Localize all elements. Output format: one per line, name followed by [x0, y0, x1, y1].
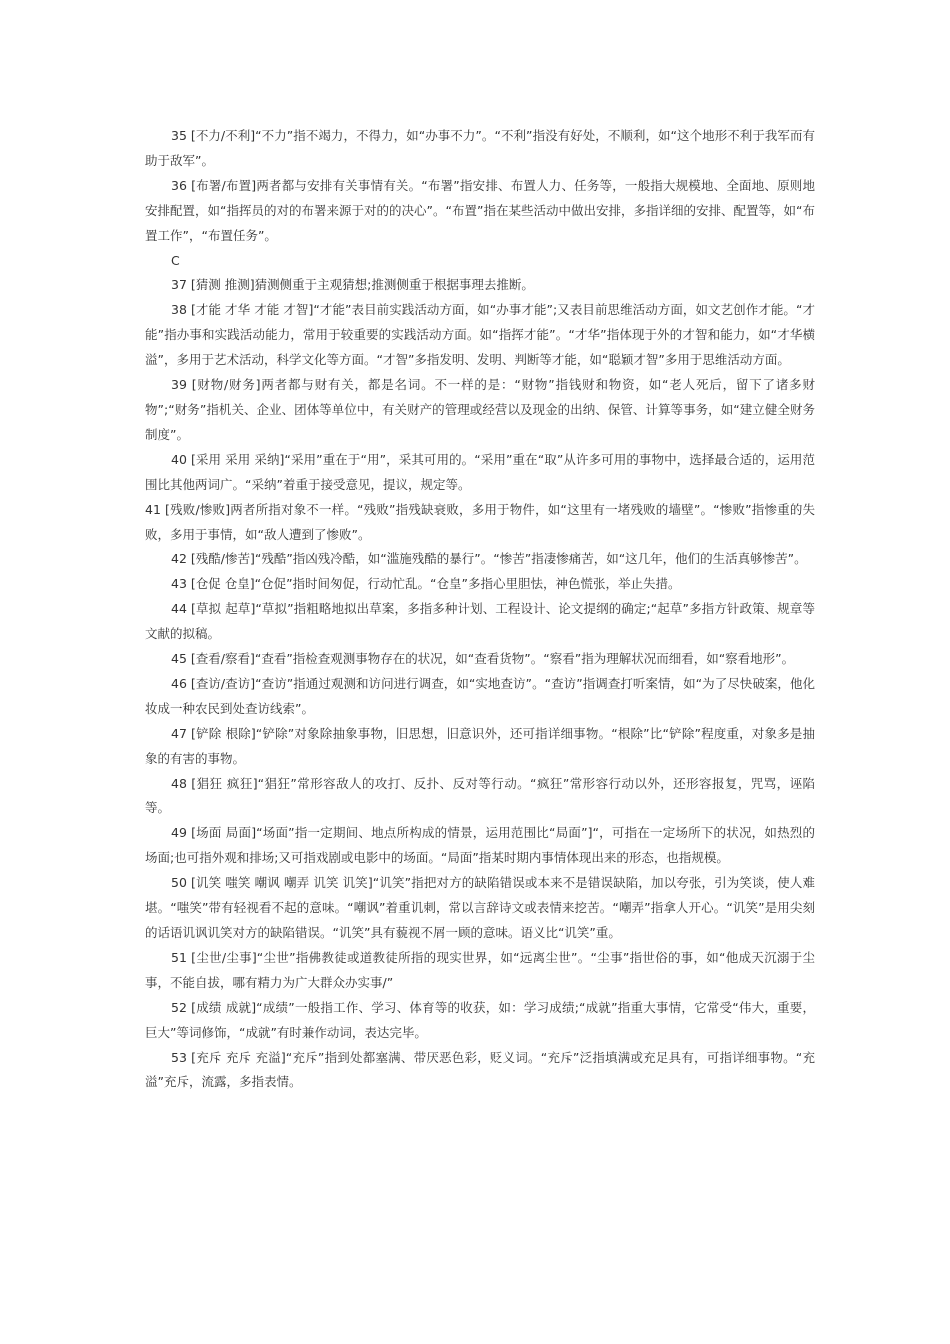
paragraph-46: 46 [查访/查访]“查访”指通过观测和访问进行调查，如“实地查访”。“查访”指调查打听案情，如“为了尽快破案，他化妆成一种农民到处查访线索”。	[145, 675, 815, 716]
document-body	[145, 124, 815, 1095]
paragraph-47: 47 [铲除 根除]“铲除”对象除抽象事物，旧思想，旧意识外，还可指详细事物。“根除”比“铲除”程度重，对象多是抽象的有害的事物。	[145, 725, 815, 766]
paragraph-53: 53 [充斥 充斥 充溢]“充斥”指到处都塞满、带厌恶色彩，贬义词。“充斥”泛指填满或充足具有，可指详细事物。“充溢”充斥，流露，多指表情。	[145, 1049, 815, 1090]
paragraph-51: 51 [尘世/尘事]“尘世”指佛教徒或道教徒所指的现实世界，如“远离尘世”。“尘事”指世俗的事，如“他成天沉溺于尘事，不能自拔，哪有精力为广大群众办实事/”	[145, 949, 815, 990]
paragraph-36: 36 [布署/布置]两者都与安排有关事情有关。“布署”指安排、布置人力、任务等，一般指大规模地、全面地、原则地安排配置，如“指挥员的对的布署来源于对的的决心”。“布置”指在某些活动中做出安排，多指详细的安排、配置等，如“布置工作”，“布置任务”。	[145, 177, 815, 243]
paragraph-50: 50 [讥笑 嗤笑 嘲讽 嘲弄 讥笑 讥笑]“讥笑”指把对方的缺陷错误或本来不是错误缺陷，加以夸张，引为笑谈，使人难堪。“嗤笑”带有轻视看不起的意味。“嘲讽”着重讥刺，常以言辞诗文或表情来挖苦。“嘲弄”指拿人开心。“讥笑”是用尖刻的话语讥讽讥笑对方的缺陷错误。“讥笑”具有藐视不屑一顾的意味。语义比“讥笑”重。	[145, 875, 815, 940]
paragraph-52: 52 [成绩 成就]“成绩”一般指工作、学习、体育等的收获，如：学习成绩;“成就”指重大事情，它常受“伟大，重要，巨大”等词修饰，“成就”有时兼作动词，表达完毕。	[145, 999, 815, 1040]
paragraph-43: 43 [仓促 仓皇]“仓促”指时间匆促，行动忙乱。“仓皇”多指心里胆怯，神色慌张，举止失措。	[171, 576, 681, 592]
paragraph-37: 37 [猜测 推测]猜测侧重于主观猜想;推测侧重于根据事理去推断。	[171, 277, 534, 293]
paragraph-40: 40 [采用 采用 采纳]“采用”重在于“用”，采其可用的。“采用”重在“取”从许多可用的事物中，选择最合适的，运用范围比其他两词广。“采纳”着重于接受意见，提议，规定等。	[145, 451, 815, 492]
paragraph-44: 44 [草拟 起草]“草拟”指粗略地拟出草案，多指多种计划、工程设计、论文提纲的确定;“起草”多指方针政策、规章等文献的拟稿。	[145, 601, 815, 642]
section-letter-c: C	[171, 252, 180, 268]
paragraph-35: 35 [不力/不利]“不力”指不竭力，不得力，如“办事不力”。“不利”指没有好处，不顺利，如“这个地形不利于我军而有助于敌军”。	[145, 128, 815, 168]
paragraph-45: 45 [查看/察看]“查看”指检查观测事物存在的状况，如“查看货物”。“察看”指为理解状况而细看，如“察看地形”。	[171, 651, 795, 667]
paragraph-41: 41 [残败/惨败]两者所指对象不一样。“残败”指残缺衰败，多用于物件，如“这里有一堵残败的墙壁”。“惨败”指惨重的失败，多用于事情，如“敌人遭到了惨败”。	[145, 501, 815, 542]
paragraph-39: 39 [财物/财务]两者都与财有关，都是名词。不一样的是：“财物”指钱财和物资，如“老人死后，留下了诸多财物”;“财务”指机关、企业、团体等单位中，有关财产的管理或经营以及现金的出纳、保管、计算等事务，如“建立健全财务制度”。	[145, 377, 815, 442]
paragraph-38: 38 [才能 才华 才能 才智]“才能”表目前实践活动方面，如“办事才能”;又表目前思维活动方面，如文艺创作才能。“才能”指办事和实践活动能力，常用于较重要的实践活动方面。如“指挥才能”。“才华”指体现于外的才智和能力，如“才华横溢”，多用于艺术活动，科学文化等方面。“才智”多指发明、发明、判断等才能，如“聪颖才智”多用于思维活动方面。	[145, 302, 815, 368]
paragraph-42: 42 [残酷/惨苦]“残酷”指凶残冷酷，如“滥施残酷的暴行”。“惨苦”指凄惨痛苦，如“这几年，他们的生活真够惨苦”。	[171, 551, 807, 567]
paragraph-49: 49 [场面 局面]“场面”指一定期间、地点所构成的情景，运用范围比“局面”]“，可指在一定场所下的状况，如热烈的场面;也可指外观和排场;又可指戏剧或电影中的场面。“局面”指某时期内事情体现出来的形态，也指规模。	[145, 825, 815, 866]
paragraph-48: 48 [猖狂 疯狂]“猖狂”常形容敌人的攻打、反扑、反对等行动。“疯狂”常形容行动以外，还形容报复，咒骂，诬陷等。	[145, 775, 815, 816]
